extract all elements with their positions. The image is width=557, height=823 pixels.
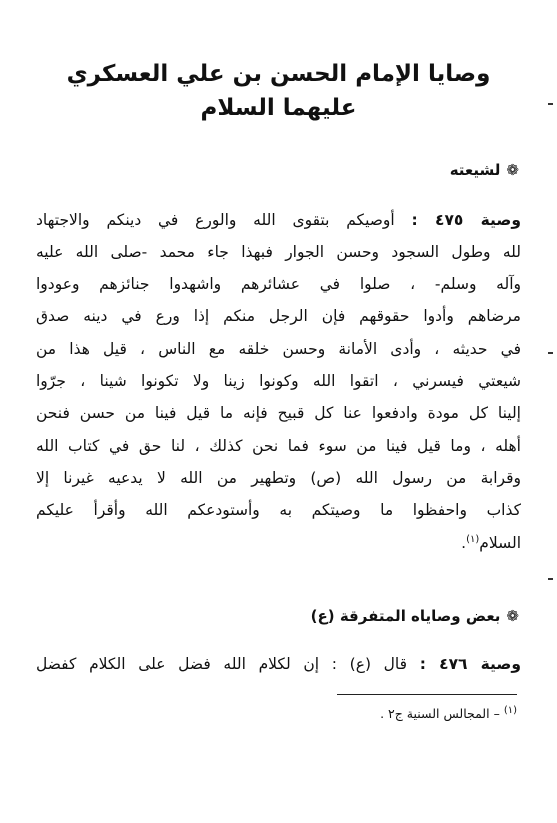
paragraph-line: السلام$^{(١)}$.: [461, 533, 521, 552]
margin-mark: [548, 103, 553, 105]
footnote-marker: (١): [503, 704, 517, 716]
paragraph-line: وقرابة من رسول الله (ص) وتطهير من الله لا يدعيه غيرنا إلا: [36, 469, 521, 487]
paragraph-line: [36, 208, 521, 232]
footnote-text: – المجالس السنية ج٢ .: [380, 706, 500, 721]
paragraph-line: إلينا كل مودة وادفعوا عنا كل قبيح فإنه ما قيل فينا من حسن فنحن: [36, 404, 521, 422]
paragraph-line: [36, 652, 521, 676]
line-text: قال (ع) : إن لكلام الله فضل على الكلام كفضل: [36, 655, 408, 673]
paragraph-line: أهله ، وما قيل فينا من سوء فما نحن كذلك ، لنا حق في كتاب الله: [36, 437, 521, 455]
margin-mark: [548, 352, 553, 354]
page-title: وصايا الإمام الحسن بن علي العسكري: [66, 61, 491, 87]
paragraph-line: وآله وسلم- ، صلوا في عشائرهم واشهدوا جنائزهم وعودوا: [36, 275, 521, 293]
section-heading-shia: [450, 158, 519, 182]
footnote: [380, 704, 517, 724]
footnote-divider: [337, 694, 517, 695]
entry-label: وصية ٤٧٦ :: [419, 655, 521, 673]
section-heading-misc: [311, 604, 519, 628]
paragraph-line: في حديثه ، وأدى الأمانة وحسن خلقه مع الناس ، قيل هذا من: [36, 340, 521, 358]
paragraph-line: كذاب واحفظوا ما وصيتكم به وأستودعكم الله وأقرأ عليكم: [36, 501, 521, 519]
section-heading-label: بعض وصاياه المتفرقة (ع): [310, 607, 501, 625]
margin-mark: [548, 578, 553, 580]
footnote-reference: (١): [466, 533, 480, 545]
page-title-subtitle: عليهما السلام: [200, 95, 357, 121]
rosette-icon: ❁: [506, 606, 519, 625]
entry-label: وصية ٤٧٥ :: [411, 211, 521, 229]
paragraph-line: مرضاهم وأدوا حقوقهم فإن الرجل منكم إذا ورع في دينه صدق: [36, 307, 521, 325]
section-heading-label: لشيعته: [449, 161, 501, 179]
line-text: السلام: [479, 534, 521, 552]
rosette-icon: ❁: [506, 160, 519, 179]
paragraph-line: شيعتي فيسرني ، اتقوا الله وكونوا زينا ولا تكونوا شينا ، جرّوا: [36, 372, 521, 390]
paragraph-line: لله وطول السجود وحسن الجوار فبهذا جاء محمد -صلى الله عليه: [36, 243, 521, 261]
line-text: أوصيكم بتقوى الله والورع في دينكم والاجتهاد: [36, 211, 395, 229]
